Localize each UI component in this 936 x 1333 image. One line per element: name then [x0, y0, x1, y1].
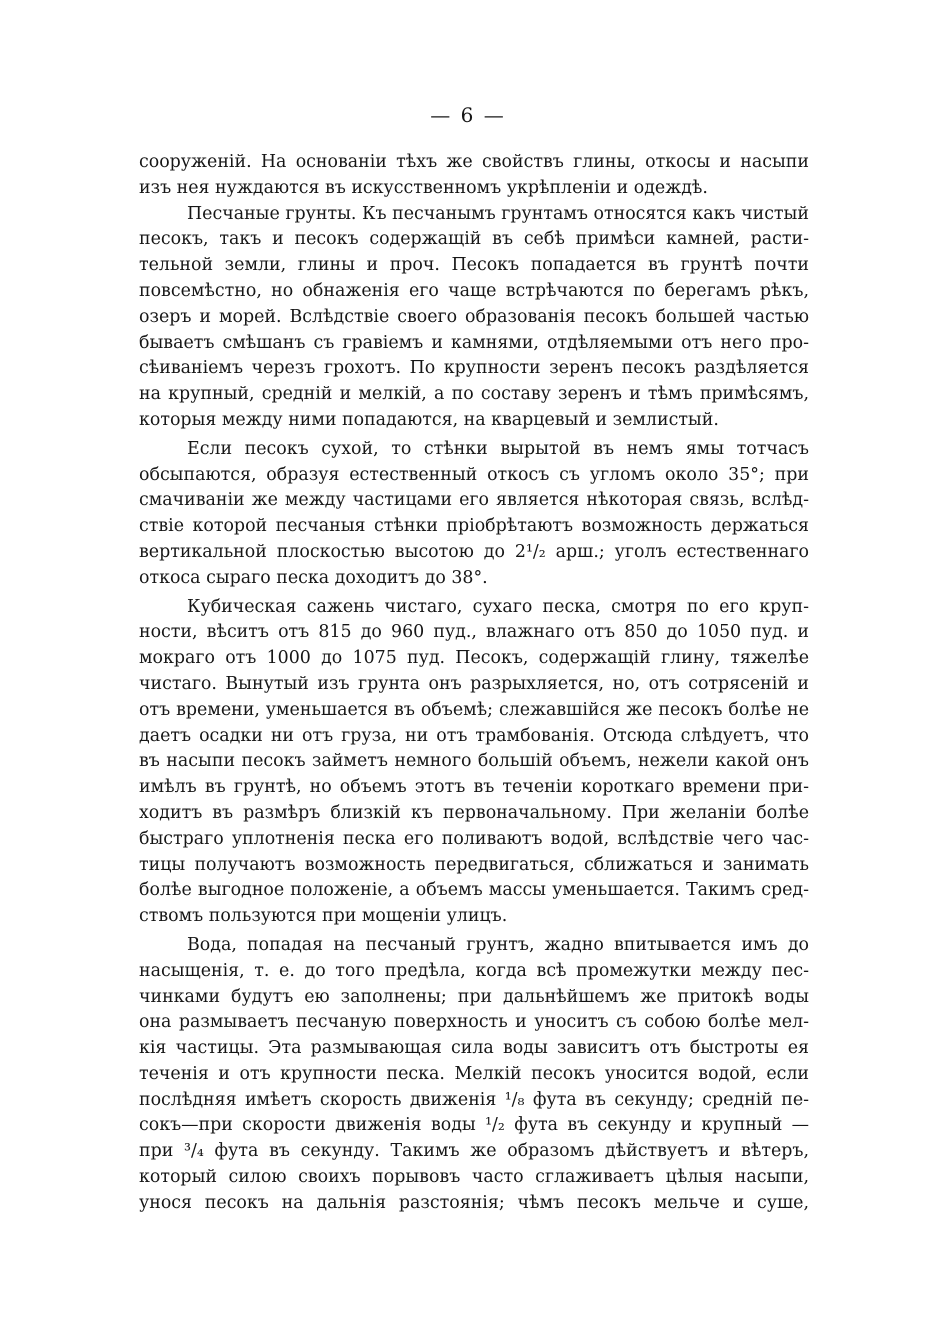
text-line: чинками будутъ ею заполнены; при дальнѣйшемъ же притокѣ воды: [139, 986, 809, 1007]
text-line: сокъ—при скорости движенія воды ¹/₂ фута въ секунду и крупный —: [139, 1115, 809, 1136]
text-line: бываетъ смѣшанъ съ гравіемъ и камнями, отдѣляемыми отъ него про-: [139, 332, 809, 353]
text-line: песокъ, такъ и песокъ содержащій въ себѣ примѣси камней, расти-: [139, 229, 809, 250]
body-text: [139, 150, 809, 1217]
text-line: вертикальной плоскостью высотою до 2¹/₂ арш.; уголъ естественнаго: [139, 541, 809, 562]
paragraph-start-line: Если песокъ сухой, то стѣнки вырытой въ немъ ямы тотчасъ: [187, 438, 809, 459]
text-line: на крупный, средній и мелкій, а по составу зеренъ и тѣмъ примѣсямъ,: [139, 384, 809, 405]
text-line: чистаго. Вынутый изъ грунта онъ разрыхляется, но, отъ сотрясеній и: [139, 673, 809, 694]
text-line: теченія и отъ крупности песка. Мелкій песокъ уносится водой, если: [139, 1063, 809, 1084]
text-line: въ насыпи песокъ займетъ немного большій объемъ, нежели какой онъ: [139, 751, 809, 772]
text-line: который силою своихъ порывовъ часто сглаживаетъ цѣлыя насыпи,: [139, 1167, 809, 1188]
text-line: обсыпаются, образуя естественный откосъ съ угломъ около 35°; при: [139, 464, 809, 485]
text-line: сѣиваніемъ черезъ грохотъ. По крупности зеренъ песокъ раздѣляется: [139, 358, 809, 379]
text-line: унося песокъ на дальнія разстоянія; чѣмъ песокъ мельче и суше,: [139, 1192, 809, 1213]
paragraph-start-line: Вода, попадая на песчаный грунтъ, жадно впитывается имъ до: [187, 934, 809, 955]
text-line: даетъ осадки ни отъ груза, ни отъ трамбованія. Отсюда слѣдуетъ, что: [139, 725, 809, 746]
text-line: быстраго уплотненія песка его поливаютъ водой, вслѣдствіе чего час-: [139, 828, 809, 849]
text-line: ходитъ въ размѣръ близкій къ первоначальному. При желаніи болѣе: [139, 802, 809, 823]
text-line: которыя между ними попадаются, на кварцевый и землистый.: [139, 409, 719, 430]
text-line: повсемѣстно, но обнаженія его чаще встрѣчаются по берегамъ рѣкъ,: [139, 280, 809, 301]
text-line: ности, вѣситъ отъ 815 до 960 пуд., влажнаго отъ 850 до 1050 пуд. и: [139, 622, 809, 643]
paragraph-start-line: Кубическая сажень чистаго, сухаго песка, смотря по его круп-: [187, 596, 809, 617]
text-line: тицы получаютъ возможность передвигаться, сближаться и занимать: [139, 854, 809, 875]
page-number: — 6 —: [430, 103, 506, 127]
text-line: насыщенія, т. е. до того предѣла, когда всѣ промежутки между пес-: [139, 960, 809, 981]
text-line: смачиваніи же между частицами его является нѣкоторая связь, вслѣд-: [139, 490, 809, 511]
text-line: тельной земли, глины и проч. Песокъ попадается въ грунтѣ почти: [139, 255, 809, 276]
text-line: ствіе которой песчаныя стѣнки пріобрѣтаютъ возможность держаться: [139, 516, 809, 537]
text-line: изъ нея нуждаются въ искусственномъ укрѣпленіи и одеждѣ.: [139, 177, 708, 198]
text-line: мокраго отъ 1000 до 1075 пуд. Песокъ, содержащій глину, тяжелѣе: [139, 648, 809, 669]
text-line: кія частицы. Эта размывающая сила воды зависитъ отъ быстроты ея: [139, 1038, 809, 1059]
paragraph-start-line: Песчаные грунты. Къ песчанымъ грунтамъ относятся какъ чистый: [187, 203, 809, 224]
text-line: имѣлъ въ грунтѣ, но объемъ этотъ въ теченіи короткаго времени при-: [139, 777, 809, 798]
text-line: откоса сыраго песка доходитъ до 38°.: [139, 567, 488, 588]
text-line: ствомъ пользуются при мощеніи улицъ.: [139, 906, 508, 927]
text-line: озеръ и морей. Вслѣдствіе своего образованія песокъ большей частью: [139, 306, 809, 327]
text-line: послѣдняя имѣетъ скорость движенія ¹/₈ фута въ секунду; средній пе-: [139, 1089, 809, 1110]
text-line: при ³/₄ фута въ секунду. Такимъ же образомъ дѣйствуетъ и вѣтеръ,: [139, 1141, 809, 1162]
text-line: болѣе выгодное положеніе, а объемъ массы уменьшается. Такимъ сред-: [139, 880, 809, 901]
text-line: она размываетъ песчаную поверхность и уноситъ съ собою болѣе мел-: [139, 1012, 809, 1033]
text-line: отъ времени, уменьшается въ объемѣ; слежавшійся же песокъ болѣе не: [139, 699, 809, 720]
text-line: сооруженій. На основаніи тѣхъ же свойствъ глины, откосы и насыпи: [139, 152, 809, 172]
